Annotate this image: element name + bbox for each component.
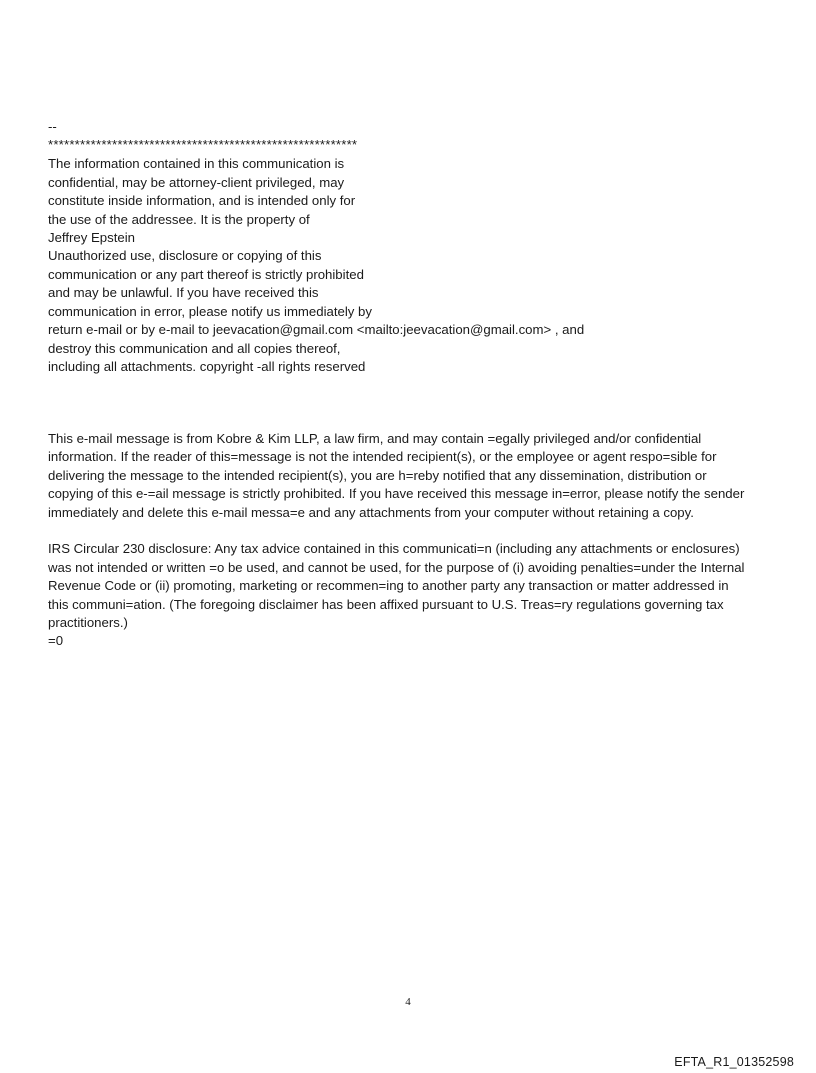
disclaimer-line: confidential, may be attorney-client privileged, may [48,175,345,190]
document-id: EFTA_R1_01352598 [674,1055,794,1069]
disclaimer-line: communication in error, please notify us immediately by [48,304,372,319]
notice-line: This e-mail message is from Kobre & Kim LLP, a law firm, and may contain =egally privileged and/or confidential [48,431,702,446]
irs-line: IRS Circular 230 disclosure: Any tax advice contained in this communicati=n (including any attachments or enclosures) [48,541,740,556]
notice-line: immediately and delete this e-mail messa=e and any attachments from your computer without retaining a copy. [48,505,694,520]
disclaimer-line: destroy this communication and all copies thereof, [48,341,341,356]
page-number: 4 [405,996,411,1008]
disclaimer-line: and may be unlawful. If you have received this [48,285,319,300]
disclaimer-line: return e-mail or by e-mail to jeevacation@gmail.com <mailto:jeevacation@gmail.com> , and [48,322,585,337]
notice-line: copying of this e-=ail message is strictly prohibited. If you have received this message in=error, please notify the sender [48,486,745,501]
irs-line: this communi=ation. (The foregoing disclaimer has been affixed pursuant to U.S. Treas=ry regulations governing tax [48,597,724,612]
irs-line: Revenue Code or (ii) promoting, marketing or recommen=ing to another party any transaction or matter addressed in [48,578,729,593]
irs-line: =0 [48,633,64,648]
disclaimer-line: communication or any part thereof is strictly prohibited [48,267,364,282]
irs-line: was not intended or written =o be used, and cannot be used, for the purpose of (i) avoiding penalties=under the Internal [48,560,745,575]
notice-line: delivering the message to the intended recipient(s), you are h=reby notified that any dissemination, distribution or [48,468,707,483]
disclaimer-line: constitute inside information, and is intended only for [48,193,356,208]
signature-stars: ********************************************************** [48,137,358,152]
disclaimer-line: Jeffrey Epstein [48,230,135,245]
disclaimer-line: including all attachments. copyright -all rights reserved [48,359,366,374]
irs-line: practitioners.) [48,615,128,630]
disclaimer-line: The information contained in this communication is [48,156,345,171]
disclaimer-line: the use of the addressee. It is the property of [48,212,310,227]
disclaimer-line: Unauthorized use, disclosure or copying of this [48,248,322,263]
notice-line: information. If the reader of this=message is not the intended recipient(s), or the employee or agent respo=sible for [48,449,717,464]
signature-separator: -- [48,119,57,134]
